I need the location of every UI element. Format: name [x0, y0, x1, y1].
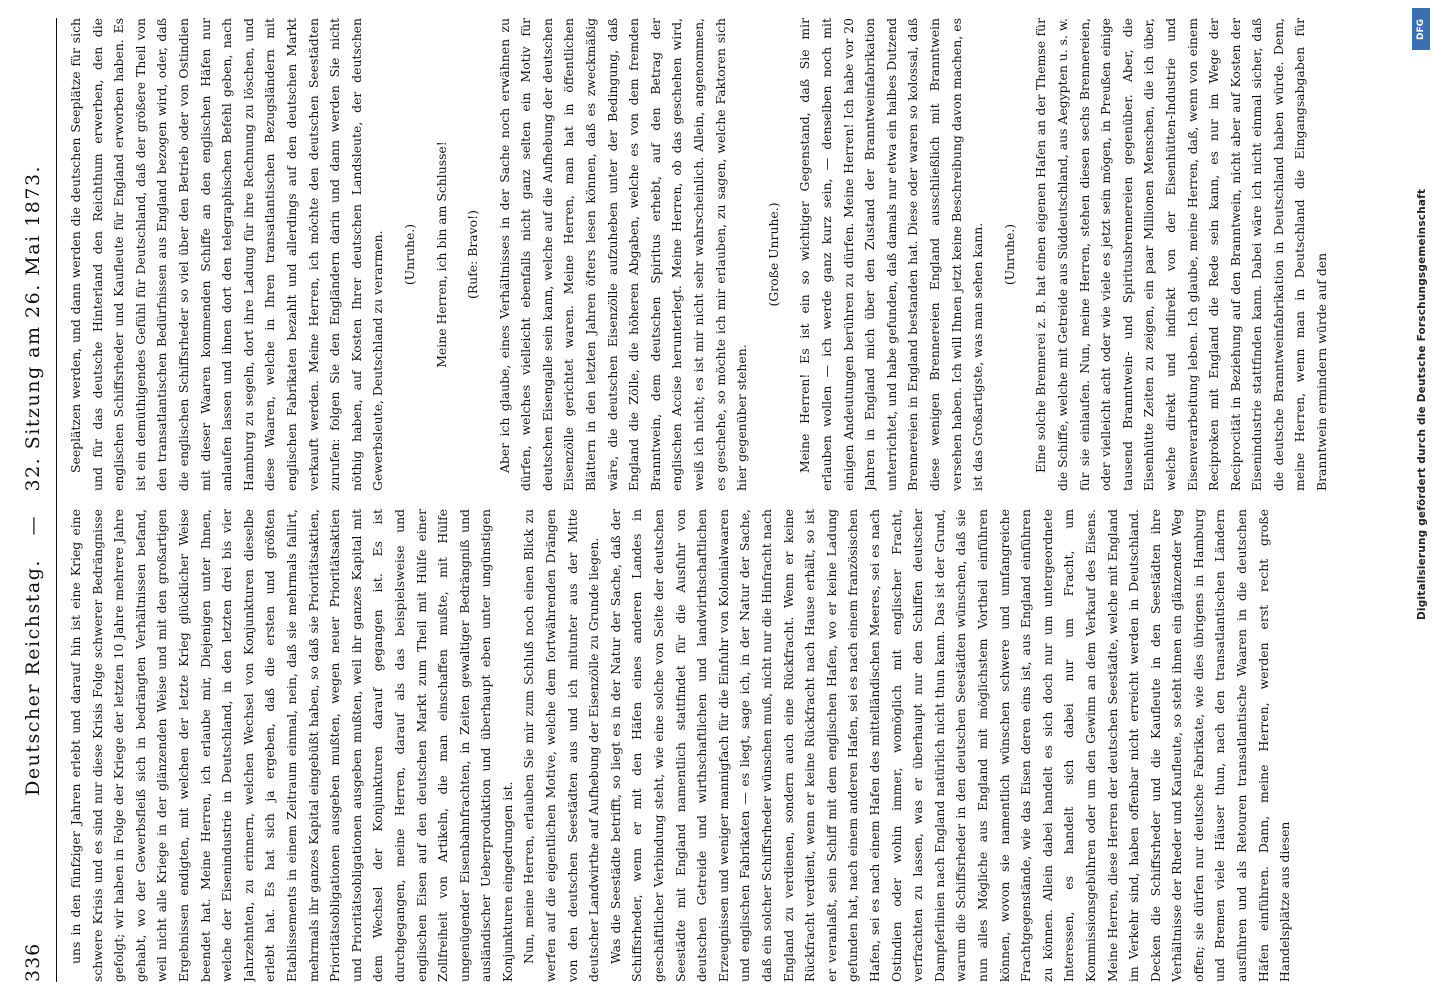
running-head-right: 32. Sitzung am 26. Mai 1873. [22, 164, 44, 492]
running-head [22, 18, 44, 943]
digitization-strip [1406, 0, 1432, 1000]
paragraph: Aber ich glaube, eines Verhältnisses in der Sache noch erwähnen zu dürfen, welches vielleicht ebenfalls nicht ganz selten ein Motiv für deutschen Eisengalle sein kann, welche auf die Aufhebung der deutschen Eisenzölle gerichtet waren. Meine Herren, man hat in öffentlichen Blättern in den letzten Jahren öfters lesen können, daß es zweckmäßig wäre, die deutschen Eisenzölle aufzuheben unter der Bedingung, daß England die Zölle, die höheren Abgaben, welche es von dem fremden Branntwein, dem deutschen Spiritus erhebt, auf den Betrag der englischen Accise herunterlegt. Meine Herren, ob das geschehen wird, weiß ich nicht; es ist mir nicht sehr wahrscheinlich. Allein, angenommen, es geschehe, so möchte ich mir erlauben, zu sagen, welche Faktoren sich hier gegenüber stehen. [496, 18, 750, 491]
interjection: (Große Unruhe.) [765, 202, 781, 307]
interjection: (Unruhe.) [401, 223, 417, 286]
column-left [65, 509, 1365, 982]
dfg-logo: DFG [1412, 8, 1430, 50]
paragraph: Seeplätzen werden, und dann werden die deutschen Seeplätze für sich und für das deutsche Hinterland den Reichthum erwerben, den die englischen Schiffsrheder und Kaufleute für England erworben haben. Es ist ein demüthigendes Gefühl für Deutschland, daß der größere Theil von den transatlantischen Bedürfnissen aus England bezogen wird, oder, daß die englischen Schiffsrheder so viel über den Betrieb oder von Ostindien mit dieser Waaren kommenden Schiffe an den englischen Häfen nur anlaufen lassen und ihnen dort den telegraphischen Befehl geben, nach Hamburg zu segeln, dort ihre Ladung für ihre Rechnung zu löschen, und diese Waaren, welche in Ihren transatlantischen Bezugsländern mit englischen Fabrikaten bezahlt und allerdings auf den deutschen Markt verkauft werden. Meine Herren, ich möchte den deutschen Seestädten zurufen: folgen Sie den Engländern darin und dann werden Sie nicht nöthig haben, auf Kosten Ihrer deutschen Landsleute, der deutschen Gewerbsleute, Deutschland zu verarmen. [68, 18, 386, 491]
paragraph: Eine solche Brennerei z. B. hat einen eigenen Hafen an der Themse für die Schiffe, welche mit Getreide aus Süddeutschland, aus Aegypten u. s. w. für sie einlaufen. Nun, meine Herren, stehen diesen sechs Brennereien, oder vielleicht acht oder wie viele es jetzt sein mögen, in Preußen einige tausend Branntwein- und Spiritusbrennereien gegenüber. Aber, die Eisenhütte Zeiten zu zeigen, ein paar Millionen Menschen, die ich über, welche direkt und indirekt von der Eisenhütten-Industrie und Eisenverarbeitung leben. Ich glaube, meine Herren, daß, wenn von einem Reciproken mit England die Rede sein kann, es nur im Wege der Reciprocität in Beziehung auf den Branntwein, nicht aber auf Kosten der Eisenindustrie stattfinden kann. Dabei wäre ich nicht einmal sicher, daß die deutsche Branntweinfabrikation in Deutschland haben würde. Denn, meine Herren, wenn man in Deutschland die Eingangsabgaben für Branntwein ermindern würde auf den [1033, 18, 1330, 491]
paragraph: Nun, meine Herren, erlauben Sie mir zum Schluß noch einen Blick zu werfen auf die eigentlichen Motive, welche dem fortwährenden Drängen von den deutschen Seestädten aus und ich mitunter aus der Mitte deutscher Landwirthe auf Aufhebung der Eisenzölle zu Grunde liegen. [521, 509, 602, 982]
interjection: (Rufe: Bravo!) [465, 210, 481, 299]
digitization-note: Digitalisierung gefördert durch die Deutsche Forschungsgemeinschaft [1416, 188, 1428, 620]
paragraph: uns in den fünfziger Jahren erlebt und darauf hin ist eine Krieg eine schwere Krisis und es sind nur diese Krisis Folge schwerer Bedrängnisse gefolgt; wir haben in Folge der Kriege der letzten 10 Jahre mehrere Jahre gehabt, wo der Gewerbsfleiß sich in bedrängten Verhältnissen befand, weil nicht alle Kriege in der glänzenden Weise und mit den großartigen Ergebnissen endigten, mit welchen der letzte Krieg glücklicher Weise beendet hat. Meine Herren, ich erlaube mir, Diejenigen unter Ihnen, welche der Eisenindustrie in Deutschland, in den letzten drei bis vier Jahrzehnten, zu erinnern, welchen Wechsel von Konjunkturen dieselbe erlebt hat. Es hat sich ja ergeben, daß die ersten und größten Etablissements in einem Zeitraum einmal, nein, daß sie mehrmals fallirt, mehrmals ihr ganzes Kapital eingebüßt haben, so daß sie Prioritätsaktien, Prioritätsobligationen ausgeben mußten, wegen neuer Prioritätsaktien und Prioritätsobligationen ausgeben mußten, weil ihr ganzes Kapital mit dem Wechsel der Konjunkturen darauf gegangen ist. Es ist durchgegangen, meine Herren, darauf als das beispielsweise und englischen Eisen auf den deutschen Markt zum Theil mit Hülfe einer Zollfreiheit von Artikeln, die man einschaffen mußte, mit Hülfe ungenügender Eisenbahnfrachten, in Zeiten gewaltiger Bedrängniß und ausländischer Ueberproduktion und überhaupt eben unter ungünstigen Konjunkturen eingedrungen ist. [68, 509, 515, 982]
interjection: Meine Herren, ich bin am Schlusse! [433, 141, 449, 368]
paragraph: Meine Herren! Es ist ein so wichtiger Gegenstand, daß Sie mir erlauben wollen — ich werde ganz kurz sein, — denselben noch mit einigen Andeutungen berühren zu dürfen. Meine Herren! Ich habe vor 20 Jahren in England mich über den Zustand der Branntweinfabrikation unterrichtet, und habe gefunden, daß damals nur etwa ein halbes Dutzend Brennereien in England bestanden hat. Diese oder waren so kolossal, daß diese wenigen Brennereien England ausschließlich mit Branntwein versehen haben. Ich will Ihnen jetzt keine Beschreibung davon machen, es ist das Großartigste, was man sehen kann. [797, 18, 986, 491]
running-head-left: Deutscher Reichstag. [22, 559, 44, 796]
interjection: (Unruhe.) [1001, 223, 1017, 286]
running-head-dash: — [22, 515, 44, 536]
page-number: 336 [22, 942, 44, 982]
column-right [65, 18, 1365, 491]
page-header [22, 18, 57, 982]
paragraph: Was die Seestädte betrifft, so liegt es in der Natur der Sache, daß der Schiffsrheder, wenn er mit den Häfen eines anderen Landes in geschäftlicher Verbindung steht, wie eine solche von Seite der deutschen Seestädte mit England namentlich stattfindet für die Ausfuhr von deutschen Getreide und wirthschaftlichen und landwirthschaftlichen Erzeugnissen und weniger mannigfach für die Einfuhr von Kolonialwaaren und englischen Fabrikaten — es liegt, sage ich, in der Natur der Sache, daß ein solcher Schiffsrheder wünschen muß, nicht nur die Hinfracht nach England zu verdienen, sondern auch eine Rückfracht. Wenn er keine Rückfracht verdient, wenn er keine Rückfracht nach Hause erhält, so ist er veranlaßt, sein Schiff mit dem englischen Hafen, wo er keine Ladung gefunden hat, nach einem anderen Hafen, sei es nach einem französischen Hafen, sei es nach einem Hafen des mittelländischen Meeres, sei es nach Ostindien oder wohin immer, womöglich mit englischer Fracht, verfrachten zu lassen, was er überhaupt nur den Schiffen deutscher Dampferlinien nach England natürlich nicht thun kann. Das ist der Grund, warum die Schiffsrheder in den deutschen Seestädten wünschen, daß sie nun alles Mögliche aus England mit möglichstem Vortheil einführen können, wovon sie namentlich wünschen schwere und umfangreiche Frachtgegenstände, wie das Eisen deren eins ist, aus England einführen zu können. Allein dabei handelt es sich doch nur um untergeordnete Interessen, es handelt sich dabei nur um Fracht, um Kommissionsgebühren oder um den Gewinn an dem Verkauf des Eisens. Meine Herren, diese Herren der deutschen Seestädte, welche mit England im Verkehr sind, haben offenbar nicht erreicht werden in Deutschland. Decken die Schiffsrheder und die Kaufleute in den Seestädten ihre Verhältnisse der Rheder und Kaufleute, so steht ihnen ein glänzender Weg offen; sie dürfen nur deutsche Fabrikate, wie dies übrigens in Hamburg und Bremen viele Häuser thun, nach den transatlantischen Ländern ausführen und als Retouren transatlantische Waaren in die deutschen Häfen einführen. Dann, meine Herren, werden erst recht große Handelsplätze aus diesen [607, 509, 1293, 982]
document-page [12, 10, 1372, 990]
text-columns [65, 18, 1365, 982]
